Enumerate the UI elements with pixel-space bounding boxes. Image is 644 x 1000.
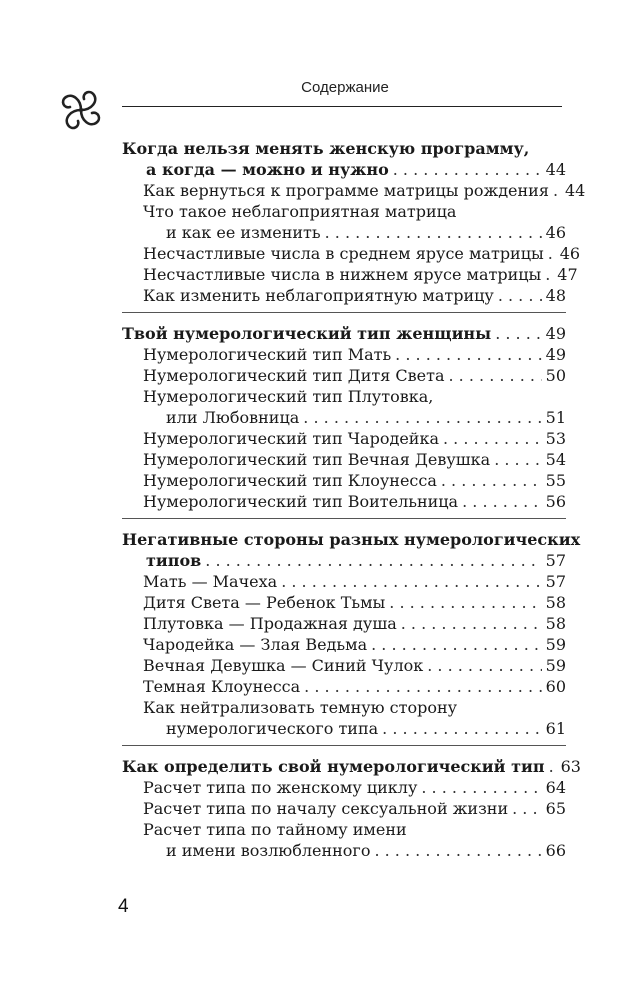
dot-leader	[281, 571, 541, 592]
toc-section-heading-line	[122, 159, 566, 180]
table-of-contents	[122, 128, 586, 861]
page-ref: 44	[545, 160, 566, 179]
toc-entry-line	[122, 491, 566, 512]
toc-entry-line	[122, 201, 566, 222]
page-ref: 59	[545, 635, 566, 654]
toc-section	[122, 312, 566, 512]
dot-leader	[512, 798, 542, 819]
dot-leader	[545, 264, 553, 285]
page-ref: 53	[545, 429, 566, 448]
toc-entry-line	[122, 285, 566, 306]
toc-entry-line	[122, 386, 566, 407]
toc-entry-line	[122, 365, 566, 386]
entry-title-text: Расчет типа по началу сексуальной жизни	[143, 799, 509, 818]
toc-section-heading-line	[122, 138, 566, 159]
toc-entry-line	[122, 449, 566, 470]
entry-title-text: Несчастливые числа в нижнем ярусе матрицы	[143, 265, 542, 284]
entry-title-text: Плутовка — Продажная душа	[143, 614, 397, 633]
page-ref: 56	[545, 492, 566, 511]
page-ref: 59	[545, 656, 566, 675]
dot-leader	[548, 243, 556, 264]
dot-leader	[395, 344, 541, 365]
toc-entry-line	[122, 613, 566, 634]
page-ref: 66	[545, 841, 566, 860]
dot-leader	[325, 222, 542, 243]
entry-title-text: Нумерологический тип Чародейка	[143, 429, 439, 448]
toc-entry-line	[122, 840, 566, 861]
entry-title-text: Расчет типа по тайному имени	[143, 820, 407, 839]
toc-section-heading-line	[122, 756, 581, 777]
dot-leader	[371, 634, 542, 655]
page-ref: 65	[545, 799, 566, 818]
entry-title-text: или Любовница	[166, 408, 300, 427]
section-title-text: Твой нумерологический тип женщины	[122, 324, 492, 343]
section-title-text: а когда — можно и нужно	[146, 160, 389, 179]
entry-title-text: Дитя Света — Ребенок Тьмы	[143, 593, 386, 612]
dot-leader	[304, 676, 541, 697]
toc-entry-line	[122, 344, 566, 365]
toc-entry-line	[122, 655, 566, 676]
entry-title-text: Как изменить неблагоприятную матрицу	[143, 286, 494, 305]
page-ref: 63	[560, 757, 581, 776]
entry-title-text: Темная Клоунесса	[143, 677, 301, 696]
dot-leader	[401, 613, 542, 634]
dot-leader	[393, 159, 542, 180]
toc-entry-line	[122, 243, 581, 264]
dot-leader	[441, 470, 542, 491]
dot-leader	[549, 756, 557, 777]
dot-leader	[462, 491, 542, 512]
page-ref: 46	[545, 223, 566, 242]
toc-entry-line	[122, 571, 566, 592]
entry-title-text: Нумерологический тип Вечная Девушка	[143, 450, 491, 469]
toc-entry-line	[122, 798, 566, 819]
section-title-text: Негативные стороны разных нумерологических	[122, 530, 581, 549]
toc-entry-line	[122, 180, 586, 201]
toc-section-heading-line	[122, 323, 566, 344]
section-title-text: Как определить свой нумерологический тип	[122, 757, 545, 776]
toc-entry-line	[122, 819, 566, 840]
entry-title-text: и как ее изменить	[166, 223, 321, 242]
section-title-text: Когда нельзя менять женскую программу,	[122, 139, 530, 158]
toc-entry-line	[122, 634, 566, 655]
page-ref: 48	[545, 286, 566, 305]
toc-entry-line	[122, 676, 566, 697]
page-ref: 47	[557, 265, 578, 284]
entry-title-text: Что такое неблагоприятная матрица	[143, 202, 457, 221]
page-ref: 44	[564, 181, 586, 200]
entry-title-text: Как нейтрализовать темную сторону	[143, 698, 458, 717]
section-title-text: типов	[146, 551, 202, 570]
page-ref: 50	[545, 366, 566, 385]
dot-leader	[374, 840, 541, 861]
dot-leader	[382, 718, 541, 739]
entry-title-text: Мать — Мачеха	[143, 572, 278, 591]
entry-title-text: Нумерологический тип Мать	[143, 345, 392, 364]
toc-section	[122, 128, 586, 306]
page-number: 4	[118, 896, 129, 917]
toc-section-heading-line	[122, 529, 581, 550]
toc-entry-line	[122, 718, 566, 739]
entry-title-text: Несчастливые числа в среднем ярусе матрицы	[143, 244, 544, 263]
entry-title-text: Вечная Девушка — Синий Чулок	[143, 656, 424, 675]
page-ref: 51	[545, 408, 566, 427]
toc-section	[122, 518, 581, 739]
toc-entry-line	[122, 697, 566, 718]
dot-leader	[389, 592, 541, 613]
toc-entry-line	[122, 264, 578, 285]
entry-title-text: и имени возлюбленного	[166, 841, 371, 860]
dot-leader	[443, 428, 542, 449]
page-ref: 61	[545, 719, 566, 738]
dot-leader	[303, 407, 541, 428]
entry-title-text: Чародейка — Злая Ведьма	[143, 635, 368, 654]
running-header-title: Содержание	[301, 79, 389, 96]
page-ref: 64	[545, 778, 566, 797]
page-ref: 57	[545, 572, 566, 591]
toc-section-heading-line	[122, 550, 566, 571]
page-ref: 46	[559, 244, 581, 263]
toc-entry-line	[122, 407, 566, 428]
page-ref: 57	[545, 551, 566, 570]
entry-title-text: Нумерологический тип Клоунесса	[143, 471, 437, 490]
toc-entry-line	[122, 592, 566, 613]
entry-title-text: нумерологического типа	[166, 719, 379, 738]
dot-leader	[449, 365, 542, 386]
page-ref: 54	[545, 450, 566, 469]
toc-section	[122, 745, 581, 861]
dot-leader	[427, 655, 541, 676]
toc-entry-line	[122, 222, 566, 243]
toc-entry-line	[122, 777, 566, 798]
entry-title-text: Нумерологический тип Воительница	[143, 492, 459, 511]
page-ref: 49	[545, 324, 566, 343]
entry-title-text: Расчет типа по женскому циклу	[143, 778, 418, 797]
page-ref: 55	[545, 471, 566, 490]
page-ref: 58	[545, 614, 566, 633]
page-ref: 49	[545, 345, 566, 364]
celtic-knot-ornament-icon	[50, 79, 112, 141]
dot-leader	[553, 180, 561, 201]
page-ref: 60	[545, 677, 566, 696]
entry-title-text: Нумерологический тип Дитя Света	[143, 366, 445, 385]
entry-title-text: Нумерологический тип Плутовка,	[143, 387, 434, 406]
dot-leader	[205, 550, 541, 571]
dot-leader	[421, 777, 541, 798]
toc-entry-line	[122, 470, 566, 491]
dot-leader	[495, 323, 541, 344]
entry-title-text: Как вернуться к программе матрицы рождения	[143, 181, 549, 200]
dot-leader	[498, 285, 542, 306]
header-rule	[122, 106, 562, 107]
page-ref: 58	[545, 593, 566, 612]
dot-leader	[494, 449, 541, 470]
toc-entry-line	[122, 428, 566, 449]
